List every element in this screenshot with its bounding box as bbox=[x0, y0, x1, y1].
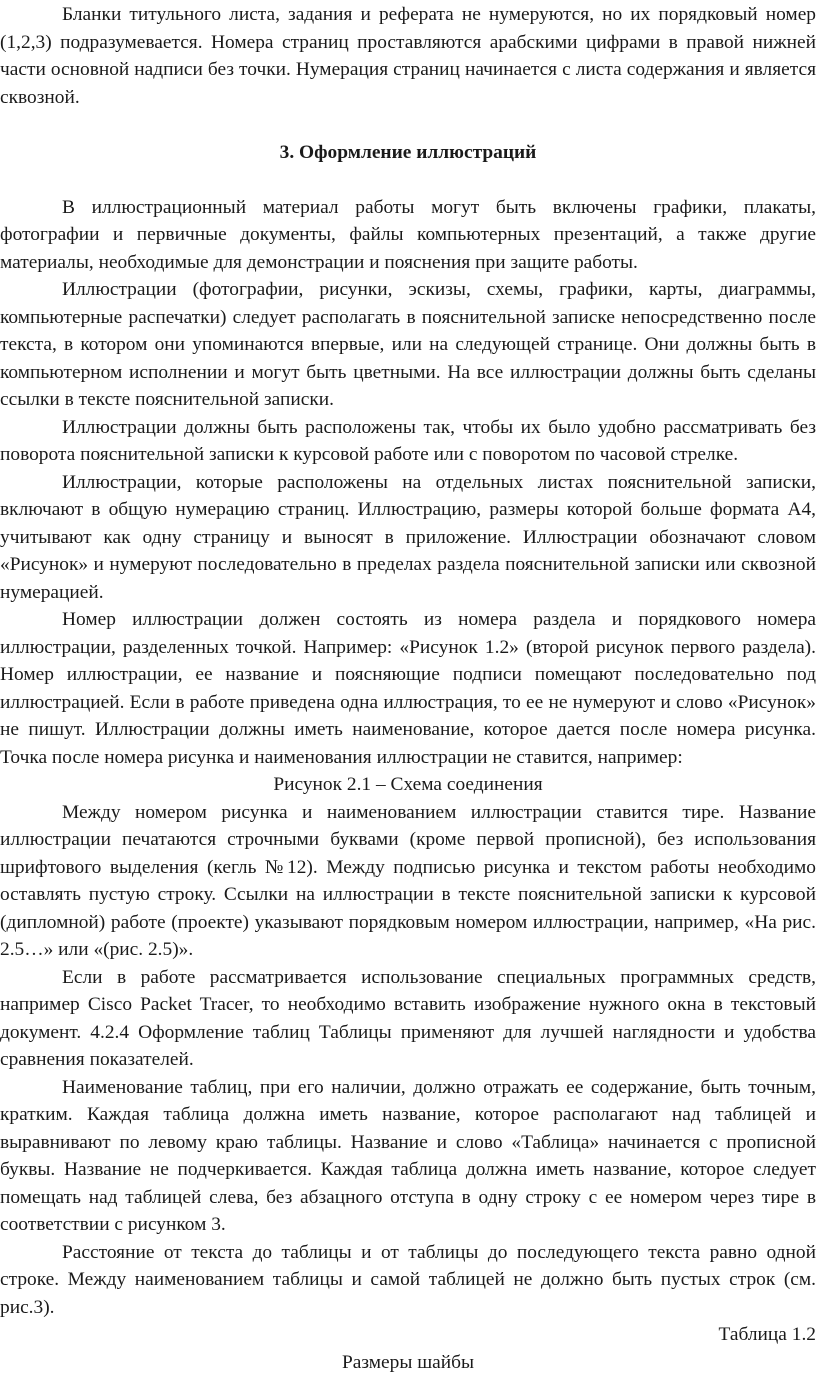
section-heading: 3. Оформление иллюстраций bbox=[0, 139, 816, 167]
table-title: Размеры шайбы bbox=[0, 1349, 816, 1376]
body-paragraph: Иллюстрации должны быть расположены так, чтобы их было удобно рассматривать без поворота пояснительной записки к курсовой работе или с поворотом по часовой стрелке. bbox=[0, 414, 816, 469]
body-paragraph: Наименование таблиц, при его наличии, должно отражать ее содержание, быть точным, кратким. Каждая таблица должна иметь название, которое располагают над таблицей и выравнивают по левому краю таблицы. Название и слово «Таблица» начинается с прописной буквы. Название не подчеркивается. Каждая таблица должна иметь название, которое следует помещать над таблицей слева, без абзацного отступа в одну строку с ее номером через тире в соответствии с рисунком 3. bbox=[0, 1074, 816, 1239]
body-paragraph: Расстояние от текста до таблицы и от таблицы до последующего текста равно одной строке. Между наименованием таблицы и самой таблицей не должно быть пустых строк (см. рис.3). bbox=[0, 1239, 816, 1322]
intro-paragraph: Бланки титульного листа, задания и реферата не нумеруются, но их порядковый номер (1,2,3) подразумевается. Номера страниц проставляются арабскими цифрами в правой нижней части основной надписи без точки. Нумерация страниц начинается с листа содержания и является сквозной. bbox=[0, 1, 816, 111]
body-paragraph: Иллюстрации (фотографии, рисунки, эскизы, схемы, графики, карты, диаграммы, компьютерные распечатки) следует располагать в пояснительной записке непосредственно после текста, в котором они упоминаются впервые, или на следующей странице. Они должны быть в компьютерном исполнении и могут быть цветными. На все иллюстрации должны быть сделаны ссылки в тексте пояснительной записки. bbox=[0, 276, 816, 414]
spacer bbox=[0, 166, 816, 194]
figure-caption-example: Рисунок 2.1 – Схема соединения bbox=[0, 771, 816, 799]
body-paragraph: Номер иллюстрации должен состоять из номера раздела и порядкового номера иллюстрации, разделенных точкой. Например: «Рисунок 1.2» (второй рисунок первого раздела). Номер иллюстрации, ее название и поясняющие подписи помещают последовательно под иллюстрацией. Если в работе приведена одна иллюстрация, то ее не нумеруют и слово «Рисунок» не пишут. Иллюстрации должны иметь наименование, которое дается после номера рисунка. Точка после номера рисунка и наименования иллюстрации не ставится, например: bbox=[0, 606, 816, 771]
table-label: Таблица 1.2 bbox=[0, 1321, 816, 1349]
body-paragraph: В иллюстрационный материал работы могут быть включены графики, плакаты, фотографии и первичные документы, файлы компьютерных презентаций, а также другие материалы, необходимые для демонстрации и пояснения при защите работы. bbox=[0, 194, 816, 277]
body-paragraph: Если в работе рассматривается использование специальных программных средств, например Cisco Packet Tracer, то необходимо вставить изображение нужного окна в текстовый документ. 4.2.4 Оформление таблиц Таблицы применяют для лучшей наглядности и удобства сравнения показателей. bbox=[0, 964, 816, 1074]
spacer bbox=[0, 111, 816, 139]
body-paragraph: Между номером рисунка и наименованием иллюстрации ставится тире. Название иллюстрации печатаются строчными буквами (кроме первой прописной), без использования шрифтового выделения (кегль №12). Между подписью рисунка и текстом работы необходимо оставлять пустую строку. Ссылки на иллюстрации в тексте пояснительной записки к курсовой (дипломной) работе (проекте) указывают порядковым номером иллюстрации, например, «На рис. 2.5…» или «(рис. 2.5)». bbox=[0, 799, 816, 964]
body-paragraph: Иллюстрации, которые расположены на отдельных листах пояснительной записки, включают в общую нумерацию страниц. Иллюстрацию, размеры которой больше формата А4, учитывают как одну страницу и выносят в приложение. Иллюстрации обозначают словом «Рисунок» и нумеруют последовательно в пределах раздела пояснительной записки или сквозной нумерацией. bbox=[0, 469, 816, 607]
